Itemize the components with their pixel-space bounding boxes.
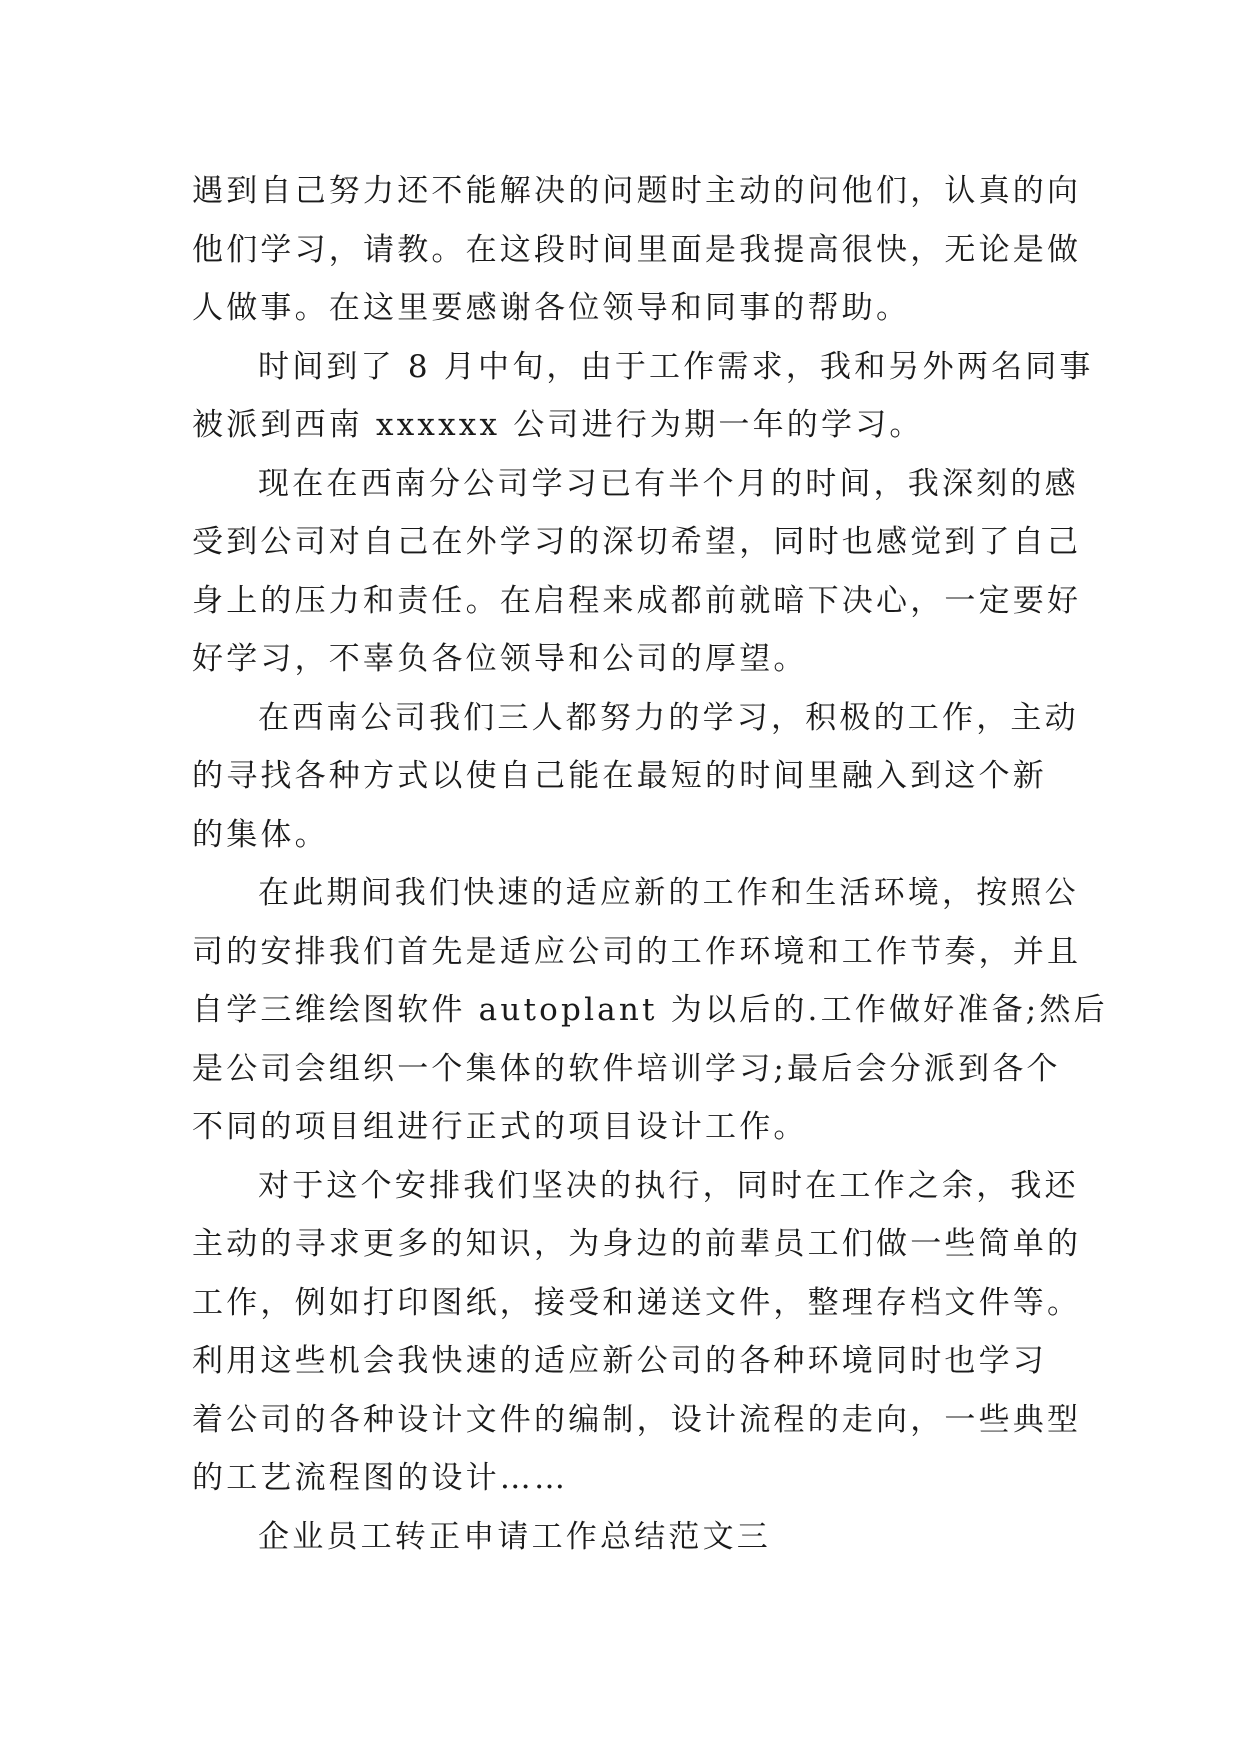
paragraph-1 <box>192 162 1082 338</box>
text-line: 他们学习，请教。在这段时间里面是我提高很快，无论是做 <box>192 231 1082 268</box>
text-line: 主动的寻求更多的知识，为身边的前辈员工们做一些简单的 <box>192 1226 1082 1262</box>
text-line: 不同的项目组进行正式的项目设计工作。 <box>192 1109 808 1145</box>
text-line: 的寻找各种方式以使自己能在最短的时间里融入到这个新 <box>192 758 1047 794</box>
paragraph-5 <box>192 864 1108 1157</box>
text-line: 司的安排我们首先是适应公司的工作环境和工作节奏，并且 <box>192 933 1082 970</box>
text-line: 时间到了 8 月中旬，由于工作需求，我和另外两名同事 <box>258 348 1094 385</box>
text-line: 遇到自己努力还不能解决的问题时主动的问他们，认真的向 <box>192 173 1082 209</box>
text-line: 在西南公司我们三人都努力的学习，积极的工作，主动 <box>258 699 1079 736</box>
paragraph-4 <box>192 689 1079 865</box>
text-line: 的工艺流程图的设计…… <box>192 1460 569 1496</box>
text-line: 的集体。 <box>192 816 329 853</box>
text-line: 着公司的各种设计文件的编制，设计流程的走向，一些典型 <box>192 1401 1082 1438</box>
text-line: 现在在西南分公司学习已有半个月的时间，我深刻的感 <box>258 465 1079 502</box>
paragraph-2 <box>192 338 1094 455</box>
text-line: 利用这些机会我快速的适应新公司的各种环境同时也学习 <box>192 1343 1047 1379</box>
text-line: 被派到西南 xxxxxx 公司进行为期一年的学习。 <box>192 407 924 443</box>
text-line: 在此期间我们快速的适应新的工作和生活环境，按照公 <box>258 875 1079 911</box>
section-heading <box>192 1508 1072 1567</box>
text-line: 工作，例如打印图纸，接受和递送文件，整理存档文件等。 <box>192 1284 1082 1321</box>
text-line: 身上的压力和责任。在启程来成都前就暗下决心，一定要好 <box>192 582 1082 619</box>
document-body <box>192 162 1108 1566</box>
text-line: 是公司会组织一个集体的软件培训学习;最后会分派到各个 <box>192 1050 1061 1087</box>
text-line: 自学三维绘图软件 autoplant 为以后的.工作做好准备;然后 <box>192 992 1108 1028</box>
text-line: 对于这个安排我们坚决的执行，同时在工作之余，我还 <box>258 1167 1079 1204</box>
paragraph-6 <box>192 1157 1082 1508</box>
text-line: 受到公司对自己在外学习的深切希望，同时也感觉到了自己 <box>192 524 1082 560</box>
text-line: 企业员工转正申请工作总结范文三 <box>258 1518 771 1555</box>
paragraph-3 <box>192 455 1082 689</box>
text-line: 人做事。在这里要感谢各位领导和同事的帮助。 <box>192 290 911 326</box>
text-line: 好学习，不辜负各位领导和公司的厚望。 <box>192 641 808 677</box>
